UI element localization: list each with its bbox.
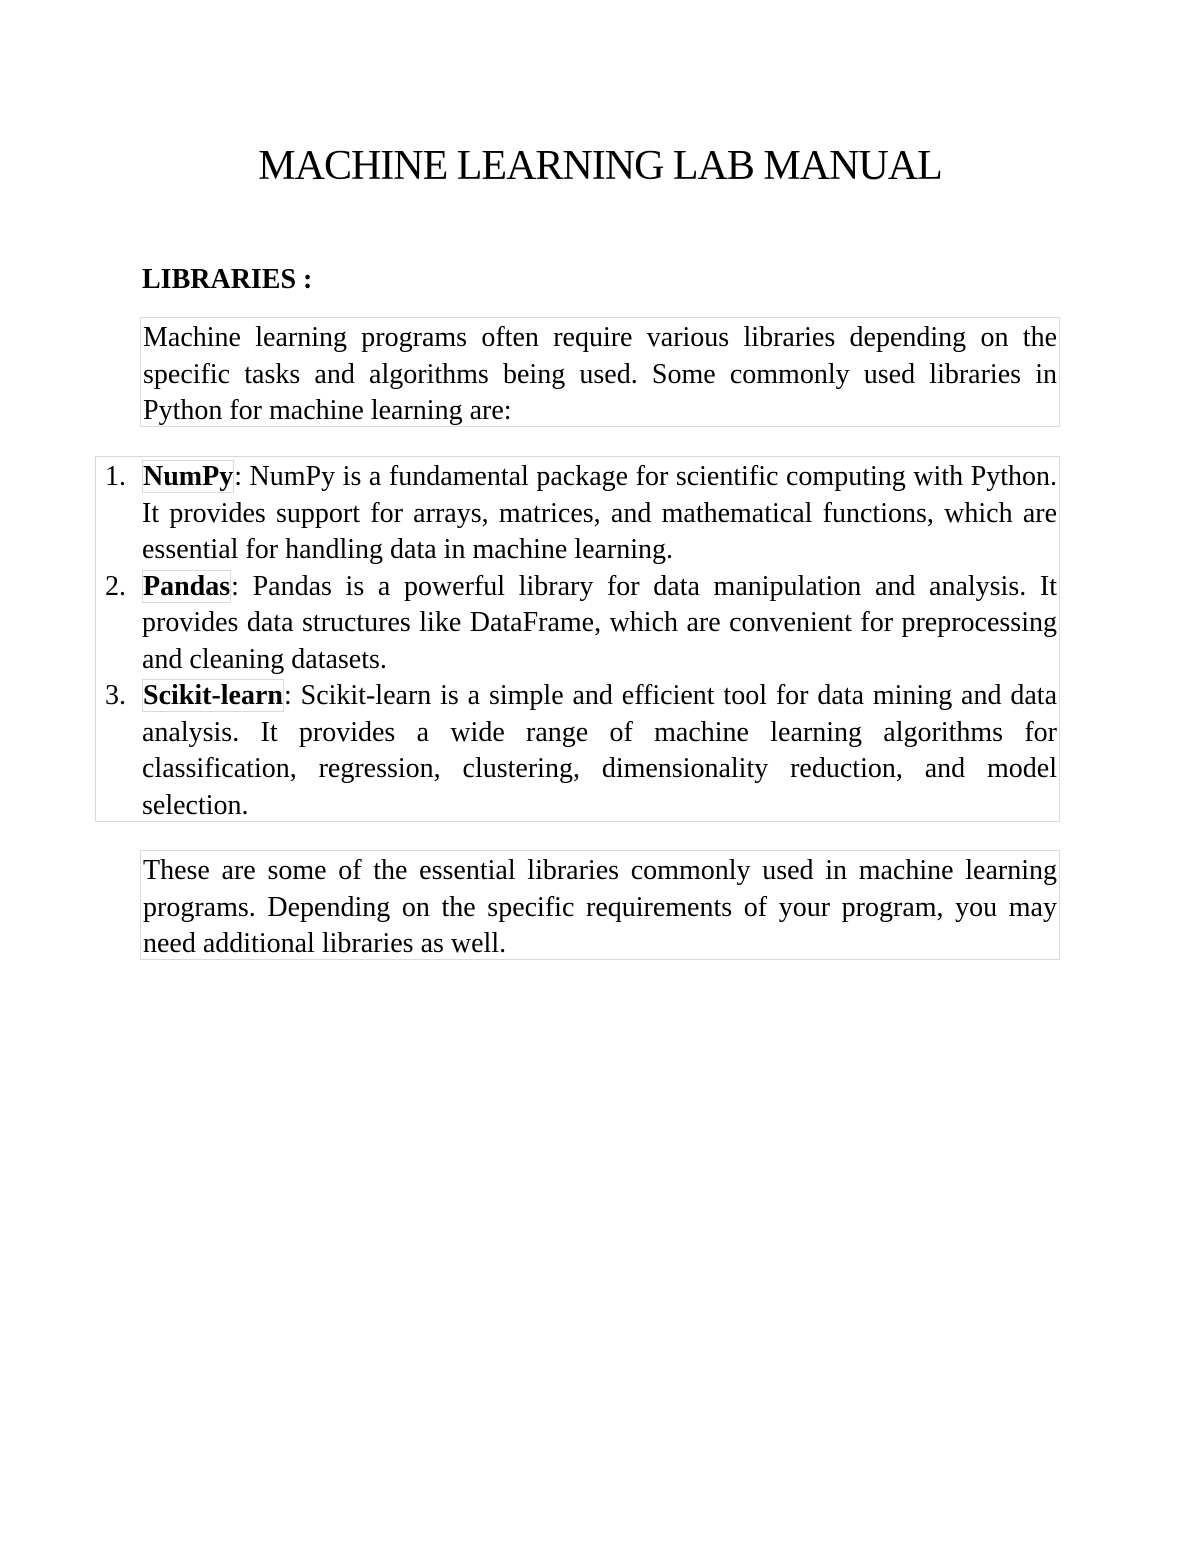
library-description: : Pandas is a powerful library for data manipulation and analysis. It provides data structures like DataFrame, which are convenient for preprocessing and cleaning datasets.	[142, 570, 1057, 675]
section-heading: LIBRARIES :	[142, 264, 313, 295]
library-name: NumPy	[143, 461, 234, 492]
library-name: Scikit-learn	[143, 680, 283, 711]
page-title: MACHINE LEARNING LAB MANUAL	[258, 143, 942, 189]
closing-paragraph: These are some of the essential libraries commonly used in machine learning programs. Depending on the specific requirements of your program, you may need additional libraries as well.	[140, 850, 1060, 960]
list-item-number: 2.	[105, 570, 126, 602]
intro-paragraph: Machine learning programs often require various libraries depending on the specific tasks and algorithms being used. Some commonly used libraries in Python for machine learning are:	[140, 317, 1060, 427]
libraries-list	[95, 456, 1060, 822]
library-name: Pandas	[143, 570, 231, 602]
list-item	[96, 678, 1057, 824]
library-description: : NumPy is a fundamental package for scientific computing with Python. It provides support for arrays, matrices, and mathematical functions, which are essential for handling data in machine learning.	[142, 461, 1057, 565]
list-item-number: 3.	[105, 680, 126, 711]
list-item	[96, 569, 1057, 679]
list-item-number: 1.	[105, 461, 126, 492]
list-item	[96, 459, 1057, 569]
library-description: : Scikit-learn is a simple and efficient tool for data mining and data analysis. It provides a wide range of machine learning algorithms for classification, regression, clustering, dimensionality reduction, and model selection.	[142, 680, 1057, 821]
